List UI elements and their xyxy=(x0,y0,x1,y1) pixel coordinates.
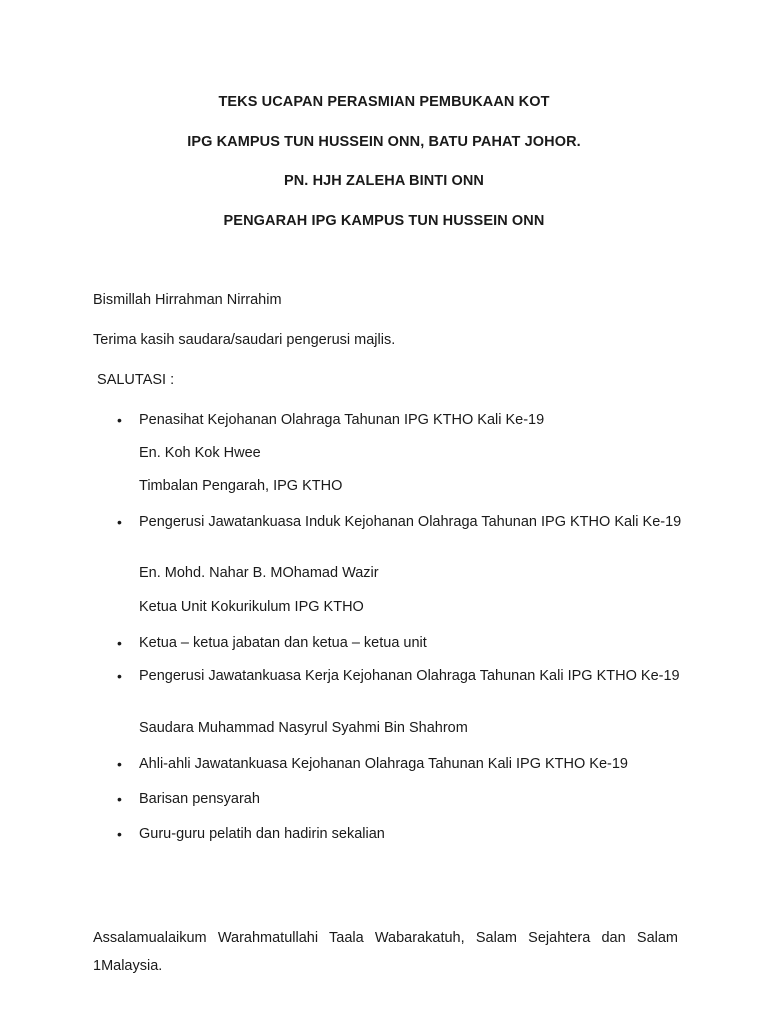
salutation-person: En. Mohd. Nahar B. MOhamad Wazir xyxy=(139,565,379,581)
salutation-role: Timbalan Pengarah, IPG KTHO xyxy=(139,478,343,494)
bullet-icon: • xyxy=(117,412,122,428)
closing-greeting: Assalamualaikum Warahmatullahi Taala Wabarakatuh, Salam Sejahtera dan Salam 1Malaysia. xyxy=(93,930,678,974)
salutation-text: Pengerusi Jawatankuasa Induk Kejohanan Olahraga Tahunan IPG KTHO Kali Ke-19 xyxy=(139,514,682,530)
salutation-person: Saudara Muhammad Nasyrul Syahmi Bin Shahrom xyxy=(139,720,468,736)
salutation-text: Barisan pensyarah xyxy=(139,791,260,807)
salutation-text: Ahli-ahli Jawatankuasa Kejohanan Olahraga Tahunan Kali IPG KTHO Ke-19 xyxy=(139,756,628,772)
salutation-text: Penasihat Kejohanan Olahraga Tahunan IPG KTHO Kali Ke-19 xyxy=(139,412,545,428)
title-speaker-position: PENGARAH IPG KAMPUS TUN HUSSEIN ONN xyxy=(223,213,545,229)
bullet-icon: • xyxy=(117,826,122,842)
bullet-icon: • xyxy=(117,791,122,807)
bullet-icon: • xyxy=(117,635,122,651)
bullet-icon: • xyxy=(117,756,122,772)
title-speaker-name: PN. HJH ZALEHA BINTI ONN xyxy=(283,173,485,189)
title-speech: TEKS UCAPAN PERASMIAN PEMBUKAAN KOT xyxy=(218,94,550,110)
salutation-item xyxy=(117,512,697,552)
salutation-heading: SALUTASI : xyxy=(93,372,175,388)
bullet-icon: • xyxy=(117,514,122,530)
salutation-text: Ketua – ketua jabatan dan ketua – ketua unit xyxy=(139,635,427,651)
title-institution: IPG KAMPUS TUN HUSSEIN ONN, BATU PAHAT JOHOR. xyxy=(187,134,581,150)
bullet-icon: • xyxy=(117,668,122,684)
bismillah-line: Bismillah Hirrahman Nirrahim xyxy=(93,292,282,308)
salutation-text: Guru-guru pelatih dan hadirin sekalian xyxy=(139,826,385,842)
salutation-person: En. Koh Kok Hwee xyxy=(139,445,261,461)
thanks-line: Terima kasih saudara/saudari pengerusi majlis. xyxy=(93,332,396,348)
salutation-item xyxy=(117,666,697,706)
salutation-role: Ketua Unit Kokurikulum IPG KTHO xyxy=(139,599,364,615)
salutation-text: Pengerusi Jawatankuasa Kerja Kejohanan Olahraga Tahunan Kali IPG KTHO Ke-19 xyxy=(139,668,680,684)
